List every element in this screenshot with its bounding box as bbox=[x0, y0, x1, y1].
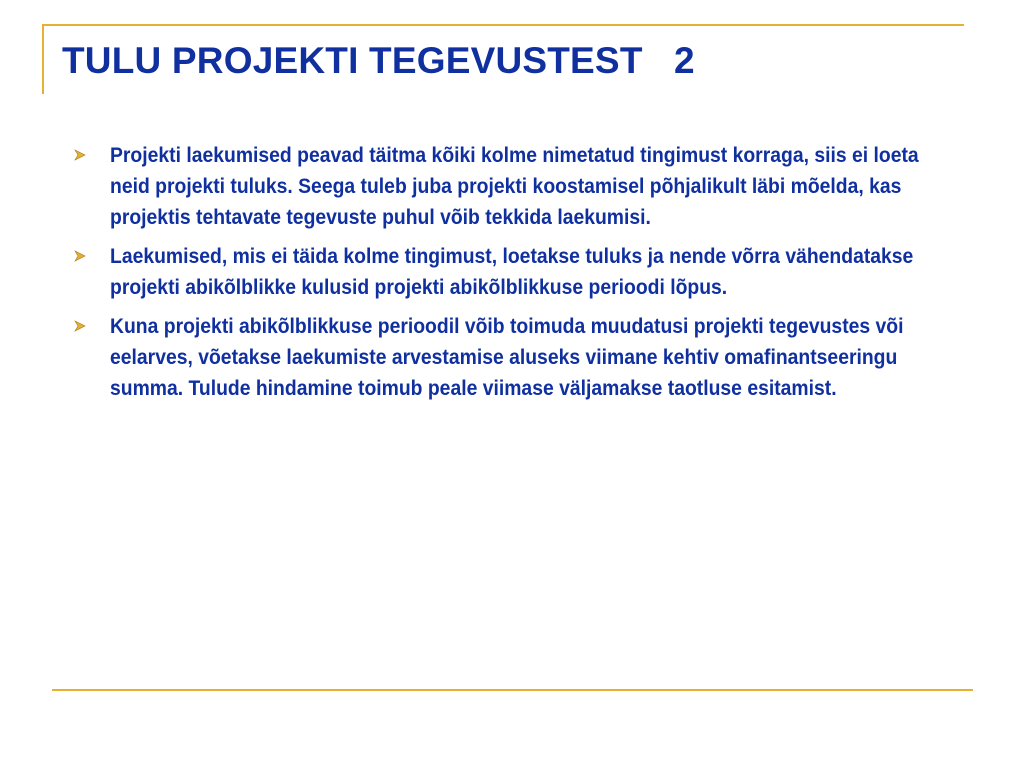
bullet-text: Projekti laekumised peavad täitma kõiki kolme nimetatud tingimust korraga, siis ei loeta neid projekti tuluks. Seega tuleb juba projekti koostamisel põhjalikult läbi mõelda, kas projektis tehtavate tegevuste puhul võib tekkida laekumisi. bbox=[110, 143, 919, 229]
bullet-item bbox=[74, 140, 964, 233]
bullet-text: Laekumised, mis ei täida kolme tingimust, loetakse tuluks ja nende võrra vähendatakse projekti abikõlblikke kulusid projekti abikõlblikkuse perioodi lõpus. bbox=[110, 244, 914, 299]
left-accent-line bbox=[42, 24, 44, 94]
bullet-text: Kuna projekti abikõlblikkuse perioodil võib toimuda muudatusi projekti tegevustes või eelarves, võetakse laekumiste arvestamise aluseks viimane kehtiv omafinantseeringu summa. Tulude hindamine toimub peale viimase väljamakse taotluse esitamist. bbox=[110, 314, 904, 400]
bottom-accent-line bbox=[52, 689, 973, 691]
arrow-bullet-icon bbox=[74, 149, 86, 161]
arrow-bullet-icon bbox=[74, 250, 86, 262]
top-accent-line bbox=[42, 24, 964, 26]
arrow-bullet-icon bbox=[74, 320, 86, 332]
slide-title: TULU PROJEKTI TEGEVUSTEST 2 bbox=[62, 40, 695, 81]
bullet-item bbox=[74, 241, 964, 303]
bullet-list bbox=[74, 140, 964, 412]
bullet-item bbox=[74, 311, 964, 404]
